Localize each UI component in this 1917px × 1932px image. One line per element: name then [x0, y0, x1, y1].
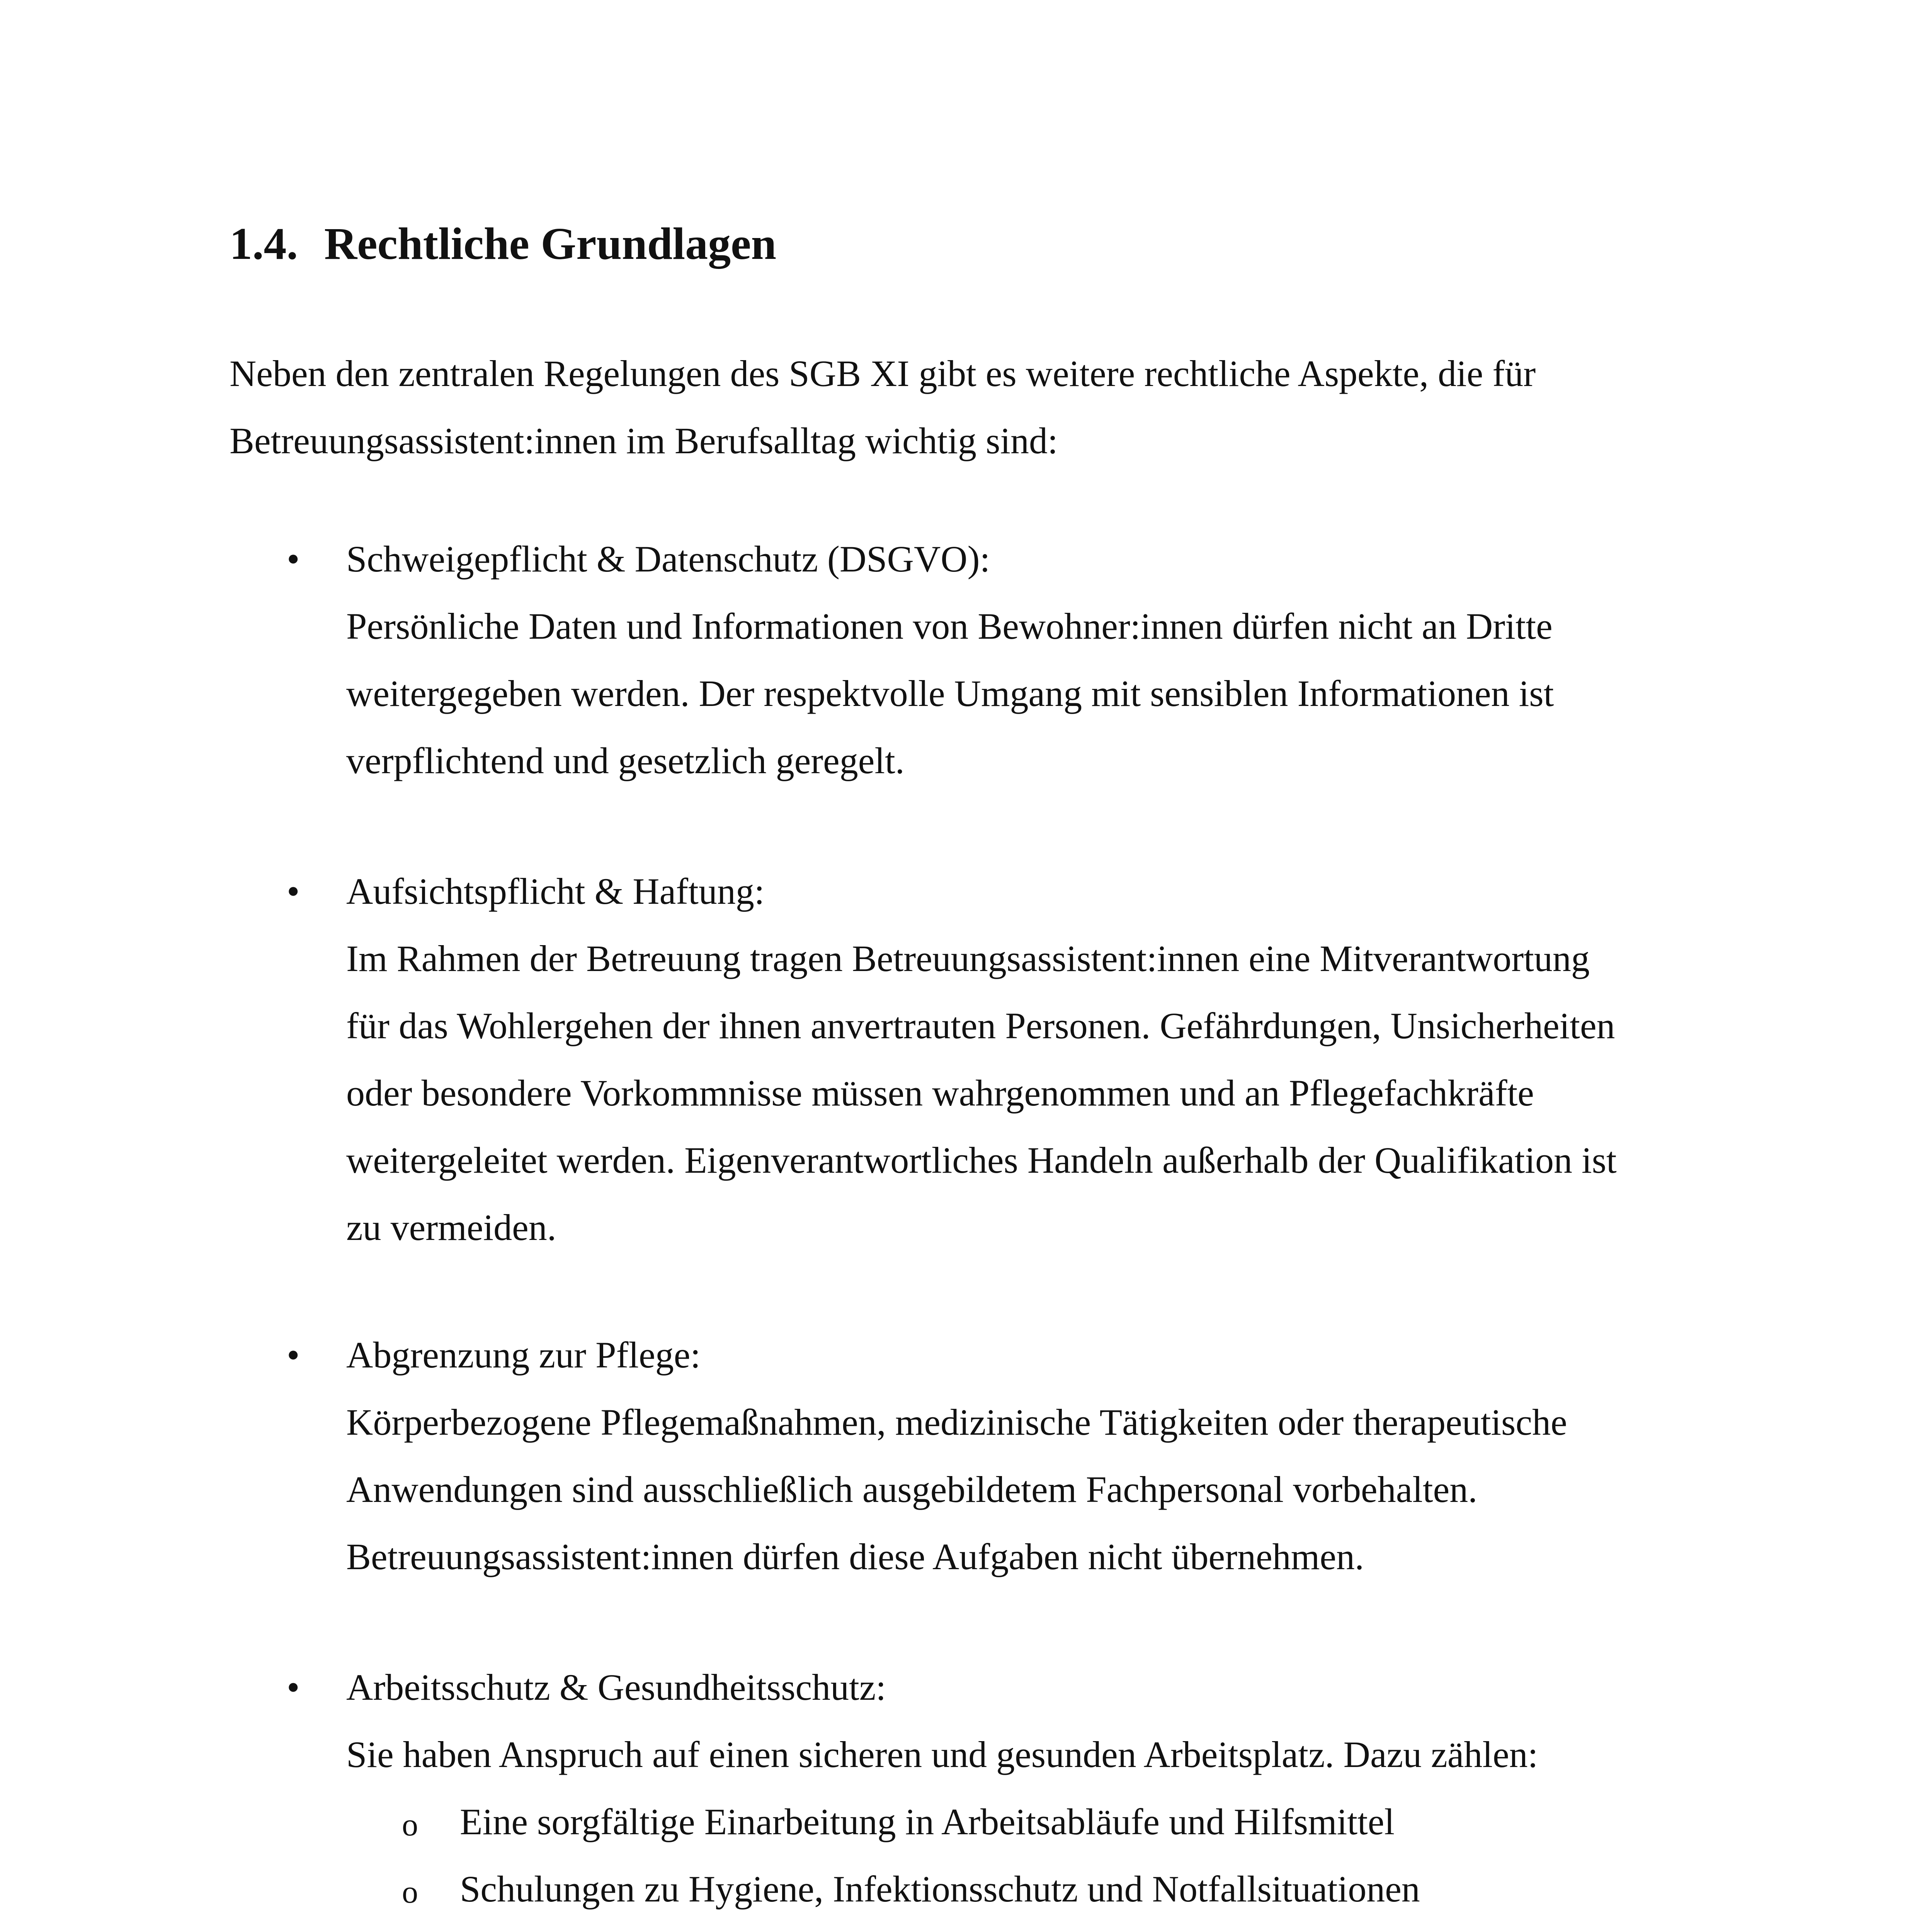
sub-list-item-text — [460, 1923, 806, 1932]
list-item-line: weitergegeben werden. Der respektvolle Umgang mit sensiblen Informationen ist — [346, 673, 1554, 714]
list-item-text — [346, 1654, 1538, 1788]
list-item-title: Arbeitsschutz & Gesundheitsschutz: — [346, 1667, 886, 1708]
list-item-line: Persönliche Daten und Informationen von Bewohner:innen dürfen nicht an Dritte — [346, 605, 1553, 647]
sub-list-item — [0, 1923, 1917, 1932]
sub-list-item-text: Eine sorgfältige Einarbeitung in Arbeitsabläufe und Hilfsmittel — [460, 1801, 1395, 1842]
section-title: Rechtliche Grundlagen — [324, 218, 777, 269]
list-item-line: weitergeleitet werden. Eigenverantwortliches Handeln außerhalb der Qualifikation ist — [346, 1139, 1617, 1181]
bullet-marker: • — [287, 538, 300, 580]
bullet-marker: • — [287, 1334, 300, 1376]
list-item-line: Sie haben Anspruch auf einen sicheren und gesunden Arbeitsplatz. Dazu zählen: — [346, 1734, 1538, 1775]
section-number: 1.4. — [230, 218, 298, 269]
sub-bullet-marker: o — [402, 1807, 418, 1843]
list-item-text — [346, 526, 1554, 794]
list-item-text — [346, 858, 1617, 1261]
list-item-line: zu vermeiden. — [346, 1207, 556, 1248]
list-item-line: oder besondere Vorkommnisse müssen wahrgenommen und an Pflegefachkräfte — [346, 1072, 1534, 1114]
bullet-marker: • — [287, 871, 300, 912]
bullet-marker: • — [287, 1667, 300, 1708]
list-item-title: Schweigepflicht & Datenschutz (DSGVO): — [346, 538, 990, 580]
list-item-line: verpflichtend und gesetzlich geregelt. — [346, 740, 905, 781]
sub-bullet-marker — [402, 1926, 418, 1932]
list-item-text — [346, 1321, 1567, 1590]
list-item-line: für das Wohlergehen der ihnen anvertrauten Personen. Gefährdungen, Unsicherheiten — [346, 1005, 1615, 1046]
list-item-line: Betreuungsassistent:innen dürfen diese Aufgaben nicht übernehmen. — [346, 1536, 1364, 1577]
intro-line: Neben den zentralen Regelungen des SGB XI gibt es weitere rechtliche Aspekte, die für — [230, 353, 1536, 394]
list-item-line: Im Rahmen der Betreuung tragen Betreuungsassistent:innen eine Mitverantwortung — [346, 938, 1590, 979]
list-item-line: Anwendungen sind ausschließlich ausgebildetem Fachpersonal vorbehalten. — [346, 1469, 1478, 1510]
list-item-title: Abgrenzung zur Pflege: — [346, 1334, 701, 1376]
intro-line: Betreuungsassistent:innen im Berufsalltag wichtig sind: — [230, 420, 1058, 461]
list-item-line: Körperbezogene Pflegemaßnahmen, medizinische Tätigkeiten oder therapeutische — [346, 1401, 1567, 1443]
section-heading — [230, 216, 776, 271]
sub-list-item — [0, 1855, 1917, 1923]
sub-bullet-marker: o — [402, 1874, 418, 1910]
intro-paragraph — [230, 340, 1536, 474]
list-item-title: Aufsichtspflicht & Haftung: — [346, 871, 765, 912]
sub-list-item-text: Schulungen zu Hygiene, Infektionsschutz und Notfallsituationen — [460, 1868, 1420, 1910]
sub-list-item — [0, 1788, 1917, 1855]
